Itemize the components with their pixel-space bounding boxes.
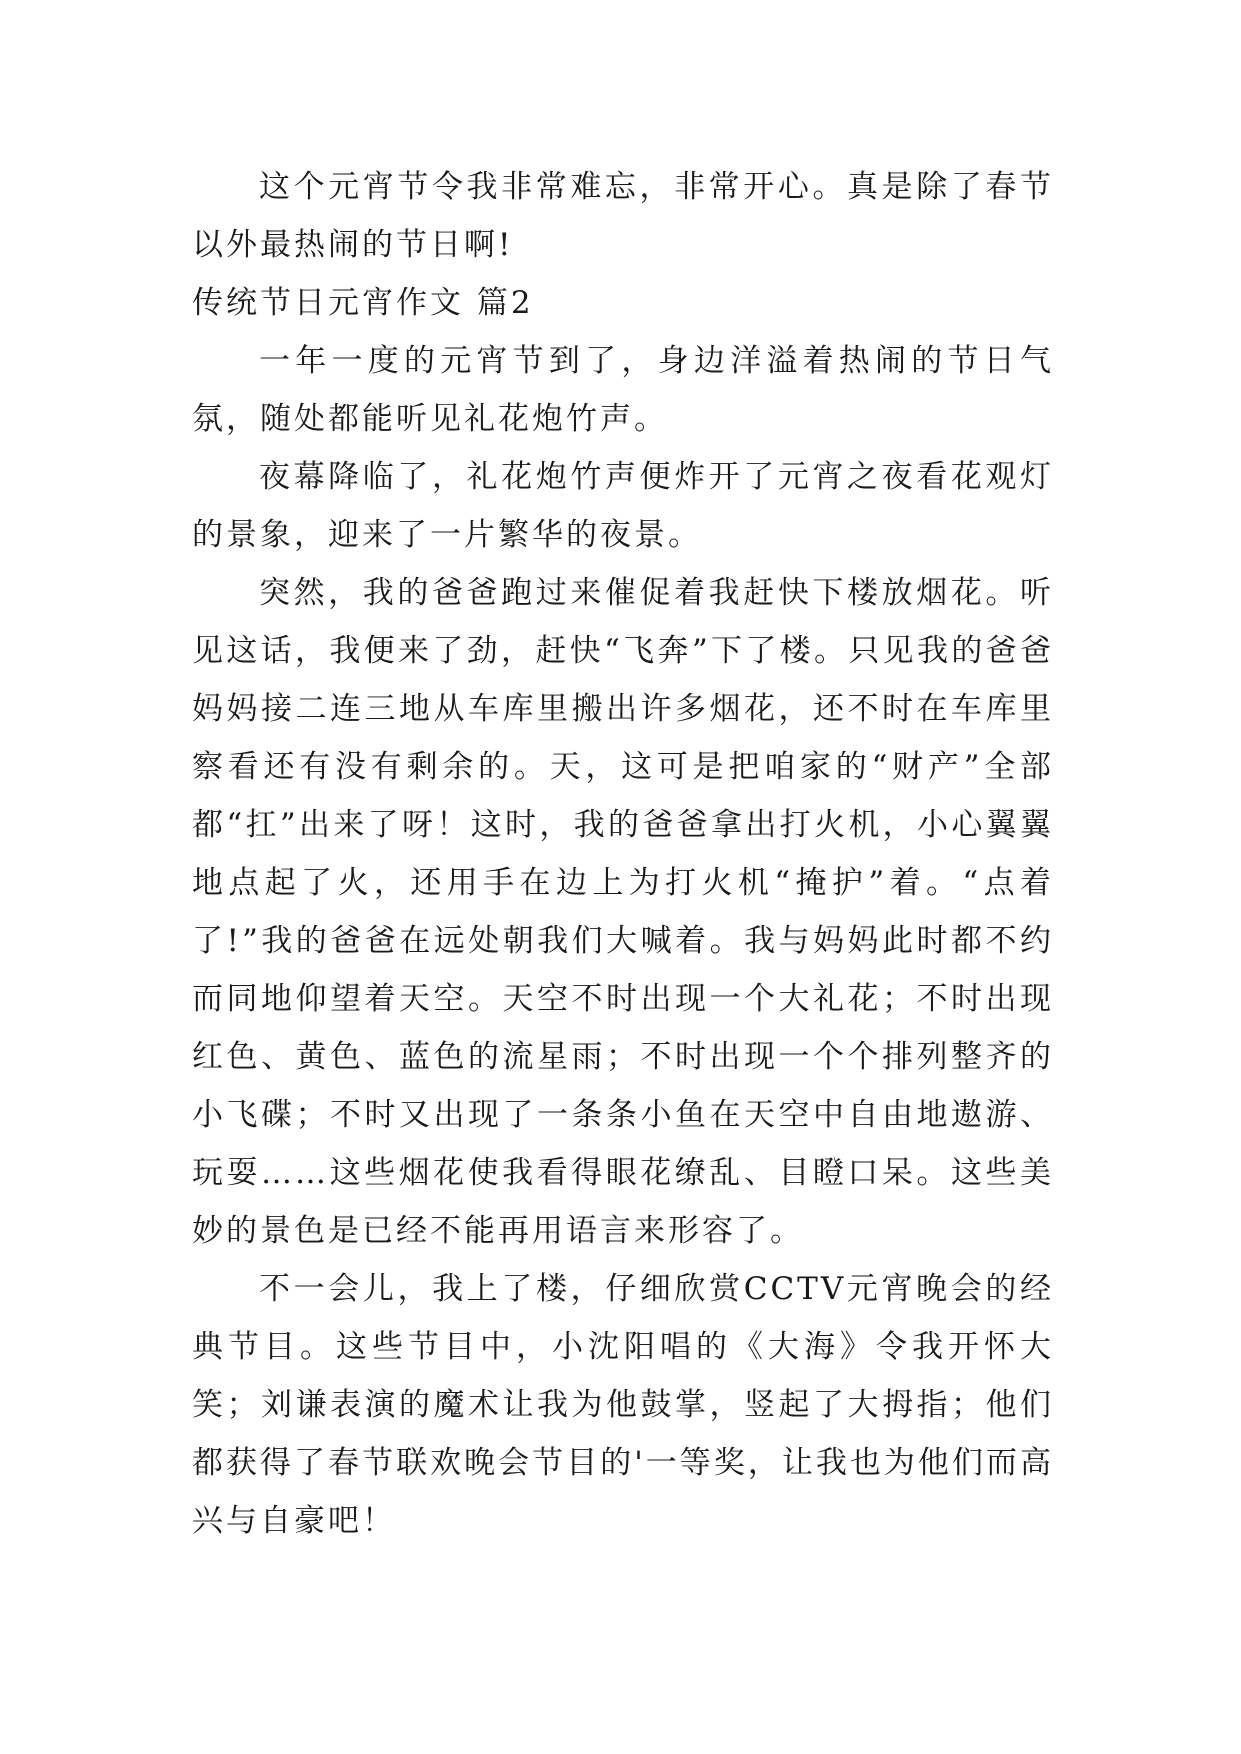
paragraph-5: 不一会儿，我上了楼，仔细欣赏CCTV元宵晚会的经典节目。这些节目中，小沈阳唱的《大海》令我开怀大笑；刘谦表演的魔术让我为他鼓掌，竖起了大拇指；他们都获得了春节联欢晚会节目的'一等奖，让我也为他们而高兴与自豪吧！ xyxy=(192,1271,1054,1539)
paragraph-4: 突然，我的爸爸跑过来催促着我赶快下楼放烟花。听见这话，我便来了劲，赶快“飞奔”下了楼。只见我的爸爸妈妈接二连三地从车库里搬出许多烟花，还不时在车库里察看还有没有剩余的。天，这可是把咱家的“财产”全部都“扛”出来了呀！这时，我的爸爸拿出打火机，小心翼翼地点起了火，还用手在边上为打火机“掩护”着。“点着了!”我的爸爸在远处朝我们大喊着。我与妈妈此时都不约而同地仰望着天空。天空不时出现一个大礼花；不时出现红色、黄色、蓝色的流星雨；不时出现一个个排列整齐的小飞碟；不时又出现了一条条小鱼在天空中自由地遨游、玩耍……这些烟花使我看得眼花缭乱、目瞪口呆。这些美妙的景色是已经不能再用语言来形容了。 xyxy=(192,575,1054,1249)
paragraph-1: 这个元宵节令我非常难忘，非常开心。真是除了春节以外最热闹的节日啊! xyxy=(192,169,1054,263)
section-heading: 传统节日元宵作文 篇2 xyxy=(192,285,534,321)
paragraph-3: 夜幕降临了，礼花炮竹声便炸开了元宵之夜看花观灯的景象，迎来了一片繁华的夜景。 xyxy=(192,459,1054,553)
document-page xyxy=(192,158,1054,1550)
paragraph-2: 一年一度的元宵节到了，身边洋溢着热闹的节日气氛，随处都能听见礼花炮竹声。 xyxy=(192,343,1054,437)
